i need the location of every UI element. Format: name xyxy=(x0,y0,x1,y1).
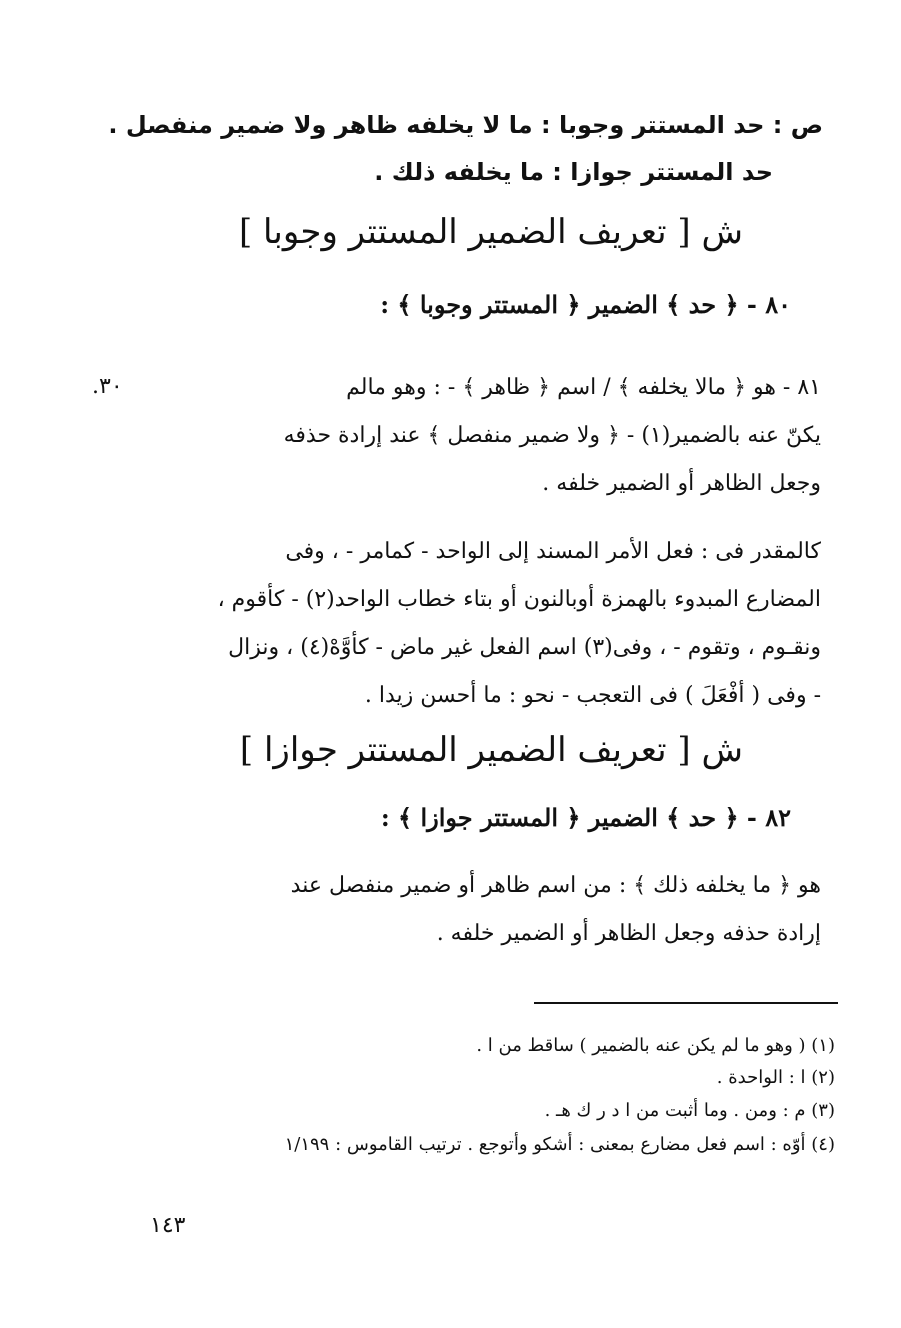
footnote-3: (٣) م : ومن . وما أثبت من ا د ر ك هـ . xyxy=(544,1100,835,1121)
matn-line-2: حد المستتر جوازا : ما يخلفه ذلك . xyxy=(374,158,773,186)
item-81-block xyxy=(151,364,821,508)
commentary-paragraph xyxy=(131,528,821,720)
section-heading-2: ش [ تعريف الضمير المستتر جوازا ] xyxy=(239,730,743,770)
item-82: ٨٢ - ﴿ حد ﴾ الضمير ﴿ المستتر جوازا ﴾ : xyxy=(380,803,791,832)
item-81-line-3: وجعل الظاهر أو الضمير خلفه . xyxy=(542,471,821,496)
footnote-2: (٢) ا : الواحدة . xyxy=(716,1067,835,1088)
section-heading-1: ش [ تعريف الضمير المستتر وجوبا ] xyxy=(238,212,743,252)
item-81-line-1: ٨١ - هو ﴿ مالا يخلفه ﴾ / اسم ﴿ ظاهر ﴾ - : وهو مالم xyxy=(346,375,821,400)
page-number: ١٤٣ xyxy=(150,1213,186,1238)
item-82-def-line-2: إرادة حذفه وجعل الظاهر أو الضمير خلفه . xyxy=(436,921,821,946)
item-82-def-line-1: هو ﴿ ما يخلفه ذلك ﴾ : من اسم ظاهر أو ضمير منفصل عند xyxy=(290,873,821,898)
paragraph-line-2: المضارع المبدوء بالهمزة أوبالنون أو بتاء خطاب الواحد(٢) - كأقوم ، xyxy=(217,587,821,612)
footnote-1: (١) ( وهو ما لم يكن عنه بالضمير ) ساقط من ا . xyxy=(476,1035,835,1056)
item-81-line-2: يكنّ عنه بالضمير(١) - ﴿ ولا ضمير منفصل ﴾ عند إرادة حذفه xyxy=(283,423,821,448)
matn-line-1: ص : حد المستتر وجوبا : ما لا يخلفه ظاهر ولا ضمير منفصل . xyxy=(108,111,823,139)
paragraph-line-4: - وفى ( أفْعَلَ ) فى التعجب - نحو : ما أحسن زيدا . xyxy=(364,683,821,708)
paragraph-line-1: كالمقدر فى : فعل الأمر المسند إلى الواحد - كمامر - ، وفى xyxy=(285,539,821,564)
item-82-definition xyxy=(141,862,821,958)
margin-number: ٣٠. xyxy=(92,374,123,399)
paragraph-line-3: ونقـوم ، وتقوم - ، وفى(٣) اسم الفعل غير ماض - كأوَّهْ(٤) ، ونزال xyxy=(228,635,821,660)
item-80: ٨٠ - ﴿ حد ﴾ الضمير ﴿ المستتر وجوبا ﴾ : xyxy=(380,290,791,319)
footnote-separator xyxy=(534,1002,838,1004)
footnote-4: (٤) أوّه : اسم فعل مضارع بمعنى : أشكو وأتوجع . ترتيب القاموس : ١/١٩٩ xyxy=(284,1134,835,1155)
